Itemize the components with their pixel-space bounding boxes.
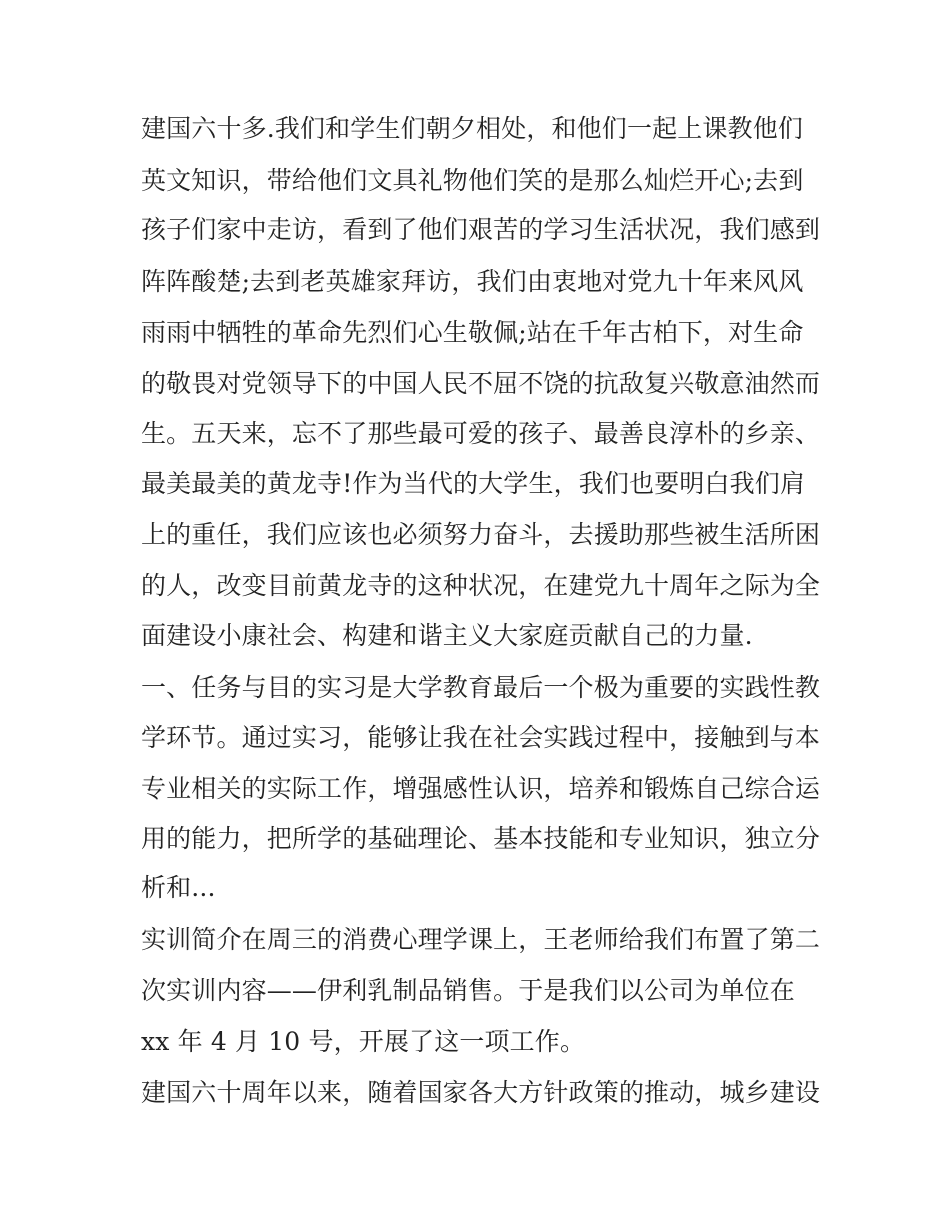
text-line: 的敬畏对党领导下的中国人民不屈不饶的抗敌复兴敬意油然而 — [141, 369, 821, 398]
text-line: 的人，改变目前黄龙寺的这种状况，在建党九十周年之际为全 — [141, 571, 821, 600]
text-line: 生。五天来，忘不了那些最可爱的孩子、最善良淳朴的乡亲、 — [141, 419, 821, 448]
text-line: 学环节。通过实习，能够让我在社会实践过程中，接触到与本 — [141, 723, 821, 752]
text-line: xx 年 4 月 10 号，开展了这一项工作。 — [141, 1027, 586, 1056]
text-line: 英文知识，带给他们文具礼物他们笑的是那么灿烂开心;去到 — [141, 166, 804, 195]
text-line: 建国六十多.我们和学生们朝夕相处，和他们一起上课教他们 — [141, 114, 803, 143]
text-line: 雨雨中牺牲的革命先烈们心生敬佩;站在千年古柏下，对生命 — [141, 318, 804, 347]
text-line: 阵阵酸楚;去到老英雄家拜访，我们由衷地对党九十年来风风 — [141, 267, 804, 296]
text-line: 一、任务与目的实习是大学教育最后一个极为重要的实践性教 — [141, 673, 821, 702]
text-line: 专业相关的实际工作，增强感性认识，培养和锻炼自己综合运 — [141, 774, 821, 803]
text-line: 建国六十周年以来，随着国家各大方针政策的推动，城乡建设 — [141, 1078, 821, 1107]
text-line: 实训简介在周三的消费心理学课上，王老师给我们布置了第二 — [141, 925, 821, 954]
text-line: 析和... — [141, 873, 216, 902]
text-line: 次实训内容——伊利乳制品销售。于是我们以公司为单位在 — [141, 976, 795, 1005]
text-line: 孩子们家中走访，看到了他们艰苦的学习生活状况，我们感到 — [141, 215, 821, 244]
text-line: 面建设小康社会、构建和谐主义大家庭贡献自己的力量. — [141, 621, 753, 650]
text-line: 最美最美的黄龙寺!作为当代的大学生，我们也要明白我们肩 — [141, 469, 806, 498]
text-line: 用的能力，把所学的基础理论、基本技能和专业知识，独立分 — [141, 824, 821, 853]
text-line: 上的重任，我们应该也必须努力奋斗，去援助那些被生活所困 — [141, 520, 821, 549]
